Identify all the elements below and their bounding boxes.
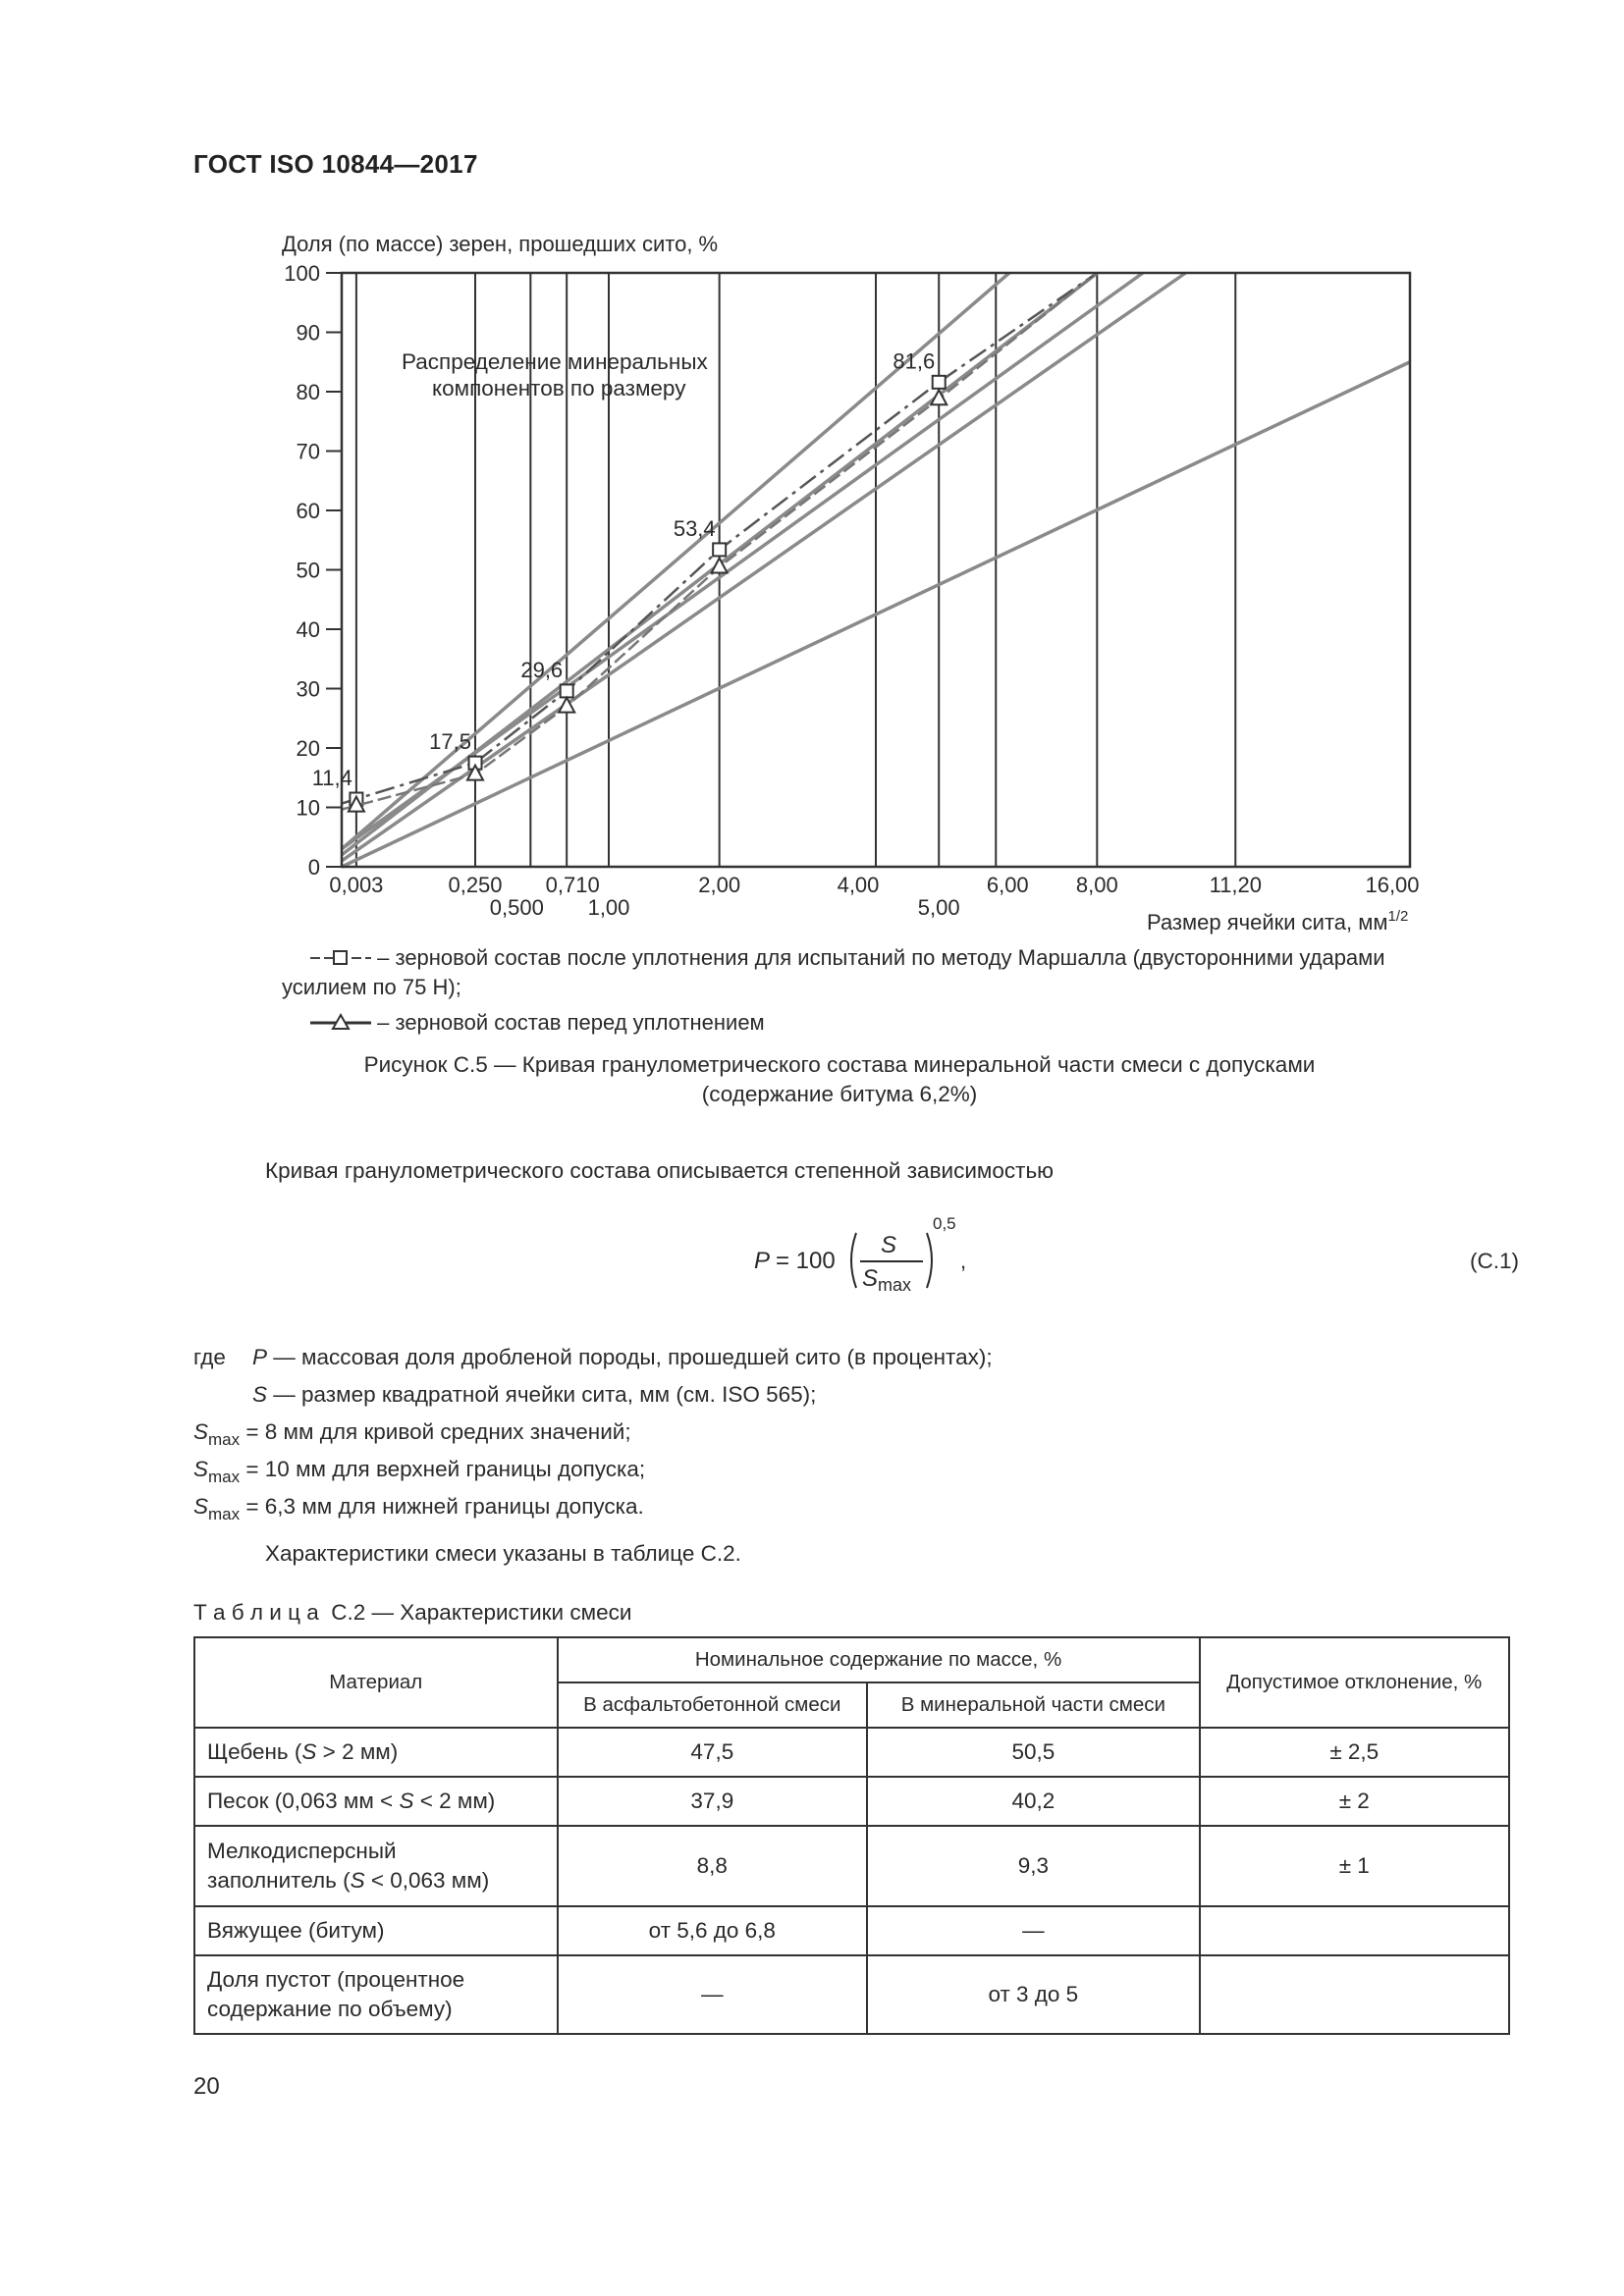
characteristics-paragraph: Характеристики смеси указаны в таблице C.2. [265, 1541, 741, 1566]
y-tick-label: 80 [296, 380, 320, 404]
table-header-row [194, 1637, 1509, 1682]
smax-text: = 8 мм для кривой средних значений; [245, 1419, 631, 1444]
table-row [194, 1777, 1509, 1826]
square-marker [561, 684, 573, 697]
legend-text-uncompacted: – зерновой состав перед уплотнением [377, 1010, 765, 1035]
chart-title-line2: компонентов по размеру [432, 376, 686, 400]
formula-right-paren [927, 1233, 932, 1288]
smax-text: = 6,3 мм для нижней границы допуска. [245, 1494, 644, 1519]
x-axis-label-sup: 1/2 [1387, 908, 1409, 925]
table-row [194, 1826, 1509, 1906]
formula-number: (C.1) [1470, 1249, 1519, 1273]
where-sym-s: S [252, 1382, 268, 1407]
data-labels [312, 348, 936, 790]
formula-eq: = 100 [776, 1248, 836, 1274]
cell-asphalt: — [558, 1955, 868, 2034]
smax-sub: max [208, 1468, 241, 1486]
cell-mineral: 9,3 [867, 1826, 1199, 1906]
smax-row-lower [193, 1488, 644, 1533]
chart-title-line1: Распределение минеральных [402, 349, 708, 374]
legend-item-uncompacted [310, 1008, 765, 1038]
intro-paragraph: Кривая гранулометрического состава описывается степенной зависимостью [265, 1158, 1055, 1183]
cell-material: Мелкодисперсный заполнитель (S < 0,063 мм) [194, 1826, 558, 1906]
x-tick-label: 16,00 [1365, 873, 1420, 897]
where-sym-p: P [252, 1345, 268, 1369]
table-row [194, 1955, 1509, 2034]
cell-tolerance: ± 2 [1200, 1777, 1509, 1826]
formula-denominator [862, 1265, 911, 1295]
x-axis-label [1147, 908, 1408, 934]
table-row [194, 1906, 1509, 1955]
where-row-s [252, 1376, 816, 1414]
formula-lhs: P [754, 1248, 771, 1274]
y-tick-label: 100 [284, 261, 320, 286]
y-tick-label: 70 [296, 439, 320, 464]
x-tick-label: 11,20 [1209, 873, 1262, 897]
cell-material: Щебень (S > 2 мм) [194, 1728, 558, 1777]
where-lead: где [193, 1345, 226, 1369]
formula-comma: , [960, 1249, 967, 1273]
square-marker-icon [310, 947, 371, 969]
header-asphalt: В асфальтобетонной смеси [558, 1682, 868, 1728]
triangle-marker-icon [310, 1012, 371, 1034]
formula-numerator: S [881, 1232, 897, 1258]
x-tick-label: 8,00 [1075, 873, 1118, 897]
smax-sub: max [208, 1430, 241, 1449]
cell-mineral: от 3 до 5 [867, 1955, 1199, 2034]
cell-mineral: 40,2 [867, 1777, 1199, 1826]
y-tick-label: 40 [296, 617, 320, 642]
cell-material: Доля пустот (процентное содержание по объему) [194, 1955, 558, 2034]
x-tick-label: 2,00 [698, 873, 741, 897]
formula-exponent: 0,5 [933, 1214, 956, 1233]
header-mineral: В минеральной части смеси [867, 1682, 1199, 1728]
cell-mineral: — [867, 1906, 1199, 1955]
square-marker [713, 543, 726, 556]
header-tolerance: Допустимое отклонение, % [1200, 1637, 1509, 1728]
data-label: 29,6 [520, 657, 564, 682]
smax-sym: S [193, 1494, 209, 1519]
x-tick-label: 0,500 [489, 895, 544, 920]
formula-c1 [736, 1209, 992, 1296]
table-title: Т а б л и ц а C.2 — Характеристики смеси [193, 1600, 632, 1625]
x-tick-label: 1,00 [587, 895, 630, 920]
header-material: Материал [194, 1637, 558, 1728]
cell-asphalt: 37,9 [558, 1777, 868, 1826]
data-label: 53,4 [673, 515, 716, 541]
y-tick-label: 20 [296, 736, 320, 761]
x-axis-label-text: Размер ячейки сита, мм [1147, 910, 1388, 934]
mix-characteristics-table [193, 1636, 1510, 2035]
x-tick-label: 4,00 [837, 873, 880, 897]
smax-sym: S [193, 1457, 209, 1481]
page-number: 20 [193, 2073, 220, 2100]
data-label: 81,6 [893, 348, 936, 374]
figure-caption-line1: Рисунок C.5 — Кривая гранулометрического состава минеральной части смеси с допусками [363, 1052, 1316, 1077]
x-tick-label: 0,250 [448, 873, 503, 897]
sieve-chart [0, 0, 1624, 982]
formula-den-sub: max [878, 1275, 912, 1295]
cell-tolerance [1200, 1955, 1509, 2034]
where-row-p [193, 1339, 993, 1376]
smax-sym: S [193, 1419, 209, 1444]
smax-sub: max [208, 1505, 241, 1523]
cell-material: Вяжущее (битум) [194, 1906, 558, 1955]
x-tick-label: 5,00 [917, 895, 960, 920]
formula-left-paren [851, 1233, 856, 1288]
y-axis-label: Доля (по массе) зерен, прошедших сито, % [282, 232, 719, 256]
y-tick-label: 30 [296, 676, 320, 702]
legend-item-compacted-cont: усилием по 75 Н); [282, 975, 461, 999]
x-tick-label: 0,003 [329, 873, 384, 897]
where-text-p: — массовая доля дробленой породы, прошедшей сито (в процентах); [273, 1345, 993, 1369]
cell-asphalt: 8,8 [558, 1826, 868, 1906]
y-tick-label: 0 [307, 855, 320, 880]
data-label: 11,4 [311, 766, 352, 791]
cell-mineral: 50,5 [867, 1728, 1199, 1777]
figure-caption [236, 1050, 1443, 1109]
data-label: 17,5 [429, 729, 471, 755]
smax-text: = 10 мм для верхней границы допуска; [245, 1457, 646, 1481]
cell-tolerance [1200, 1906, 1509, 1955]
document-header: ГОСТ ISO 10844—2017 [193, 149, 478, 179]
table-row [194, 1728, 1509, 1777]
cell-tolerance: ± 1 [1200, 1826, 1509, 1906]
y-tick-label: 60 [296, 499, 320, 523]
y-tick-label: 90 [296, 320, 320, 346]
legend-text-compacted: – зерновой состав после уплотнения для испытаний по методу Маршалла (двусторонними ударами [377, 945, 1385, 970]
x-tick-label: 0,710 [545, 873, 600, 897]
legend-item-compacted [310, 943, 1385, 973]
cell-tolerance: ± 2,5 [1200, 1728, 1509, 1777]
y-tick-label: 50 [296, 558, 320, 583]
cell-material: Песок (0,063 мм < S < 2 мм) [194, 1777, 558, 1826]
formula-den-s: S [862, 1265, 879, 1292]
cell-asphalt: 47,5 [558, 1728, 868, 1777]
x-tick-label: 6,00 [986, 873, 1029, 897]
where-text-s: — размер квадратной ячейки сита, мм (см. ISO 565); [273, 1382, 817, 1407]
square-marker [933, 376, 946, 389]
header-nominal: Номинальное содержание по массе, % [558, 1637, 1200, 1682]
figure-caption-line2: (содержание битума 6,2%) [701, 1082, 978, 1106]
cell-asphalt: от 5,6 до 6,8 [558, 1906, 868, 1955]
y-tick-label: 10 [296, 795, 320, 821]
